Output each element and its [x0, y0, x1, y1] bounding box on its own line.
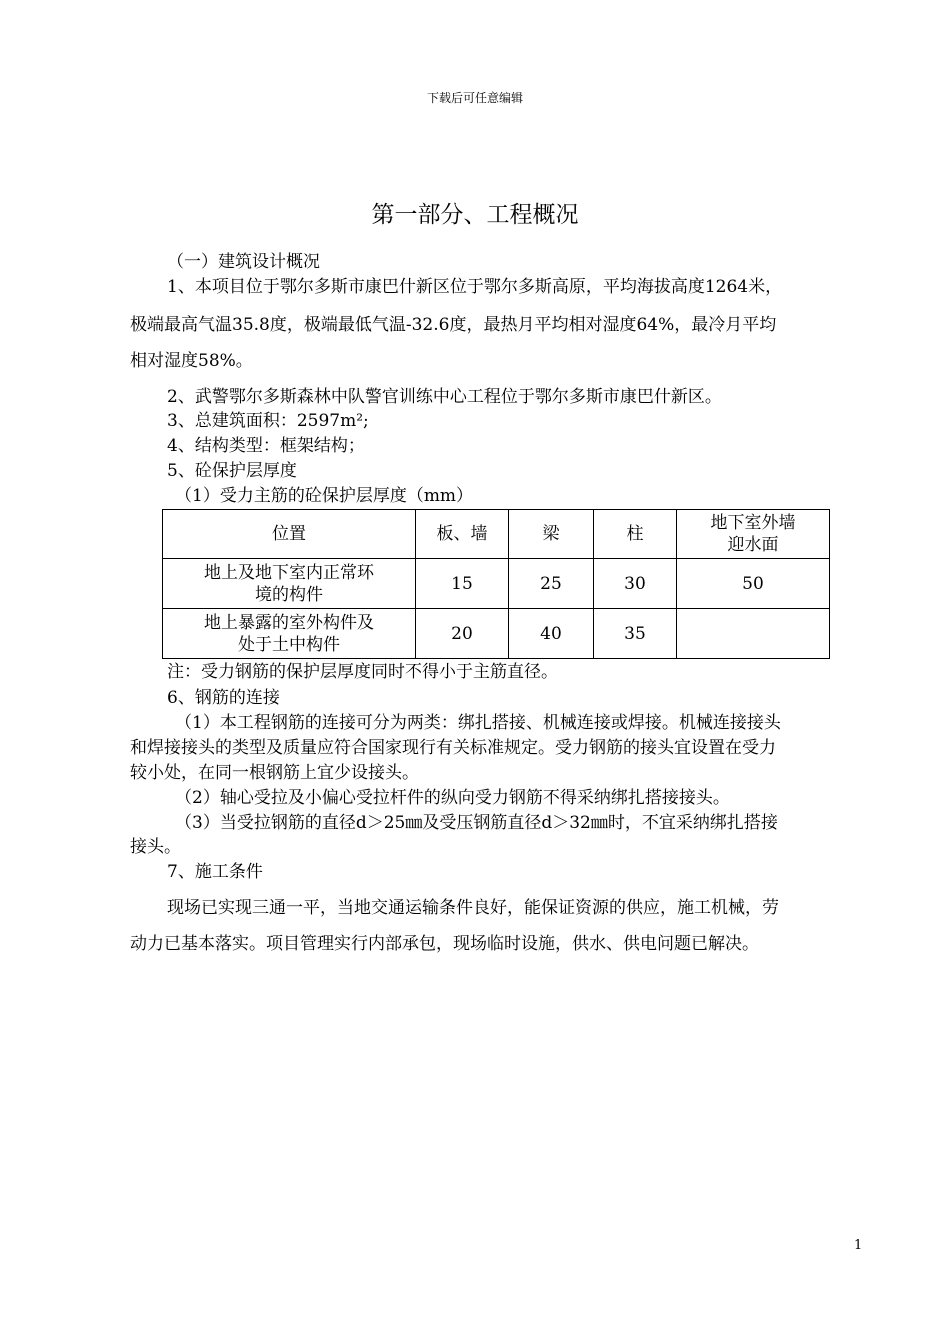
- header-line: 迎水面: [727, 535, 779, 555]
- table-cell-position: [163, 609, 416, 659]
- paragraph-line: 和焊接接头的类型及质量应符合国家现行有关标准规定。受力钢筋的接头宜设置在受力: [130, 738, 776, 758]
- table-header-row: [163, 510, 830, 559]
- table-header-cell: 板、墙: [416, 510, 509, 559]
- header-line: 地下室外墙: [710, 513, 796, 533]
- page-number: 1: [854, 1238, 863, 1253]
- table-cell: 20: [416, 609, 509, 659]
- table-note: 注：受力钢筋的保护层厚度同时不得小于主筋直径。: [167, 662, 558, 682]
- paragraph-line: 现场已实现三通一平，当地交通运输条件良好，能保证资源的供应，施工机械，劳: [167, 898, 779, 918]
- paragraph-line: （1）本工程钢筋的连接可分为两类：绑扎搭接、机械连接或焊接。机械连接接头: [175, 713, 781, 733]
- cell-line: 地上及地下室内正常环: [204, 562, 374, 583]
- section-heading-rebar-connection: 6、钢筋的连接: [167, 688, 280, 708]
- table-cell: 25: [509, 559, 594, 609]
- table-cell: 40: [509, 609, 594, 659]
- paragraph-line: （3）当受拉钢筋的直径d＞25㎜及受压钢筋直径d＞32㎜时，不宜采纳绑扎搭接: [175, 813, 778, 833]
- paragraph-line: 极端最高气温35.8度，极端最低气温-32.6度，最热月平均相对湿度64%，最冷月平均: [130, 315, 777, 335]
- section-heading-construction-conditions: 7、施工条件: [167, 862, 263, 882]
- table-row: [163, 609, 830, 659]
- cell-line: 处于土中构件: [238, 634, 340, 655]
- cell-line: 地上暴露的室外构件及: [204, 612, 374, 633]
- table-row: [163, 559, 830, 609]
- paragraph-line: 较小处，在同一根钢筋上宜少设接头。: [130, 763, 419, 783]
- table-cell: 50: [677, 559, 830, 609]
- table-cell-position: [163, 559, 416, 609]
- table-header-cell: 位置: [163, 510, 416, 559]
- section-heading-building-design: （一）建筑设计概况: [167, 252, 320, 272]
- paragraph-line: 1、本项目位于鄂尔多斯市康巴什新区位于鄂尔多斯高原，平均海拔高度1264米，: [167, 277, 783, 297]
- table-cell-empty: [677, 609, 830, 659]
- paragraph-line: 5、砼保护层厚度: [167, 461, 297, 481]
- page-title: 第一部分、工程概况: [371, 202, 579, 228]
- table-cell: 35: [594, 609, 677, 659]
- table-cell: 15: [416, 559, 509, 609]
- cover-thickness-table: [162, 509, 830, 659]
- table-header-cell: 柱: [594, 510, 677, 559]
- paragraph-line: 动力已基本落实。项目管理实行内部承包，现场临时设施，供水、供电问题已解决。: [130, 934, 759, 954]
- paragraph-line: 4、结构类型：框架结构；: [167, 436, 365, 456]
- paragraph-line: 2、武警鄂尔多斯森林中队警官训练中心工程位于鄂尔多斯市康巴什新区。: [167, 387, 722, 407]
- paragraph-line: 接头。: [130, 837, 181, 857]
- header-note: 下载后可任意编辑: [426, 91, 523, 105]
- paragraph-line: 相对湿度58%。: [130, 351, 253, 371]
- paragraph-line: （2）轴心受拉及小偏心受拉杆件的纵向受力钢筋不得采纳绑扎搭接接头。: [175, 788, 730, 808]
- table-caption: （1）受力主筋的砼保护层厚度（mm）: [175, 486, 474, 506]
- table-header-cell: [677, 510, 830, 559]
- table-cell: 30: [594, 559, 677, 609]
- table-header-cell: 梁: [509, 510, 594, 559]
- cell-line: 境的构件: [255, 584, 323, 605]
- paragraph-line: 3、总建筑面积：2597m²;: [167, 411, 369, 431]
